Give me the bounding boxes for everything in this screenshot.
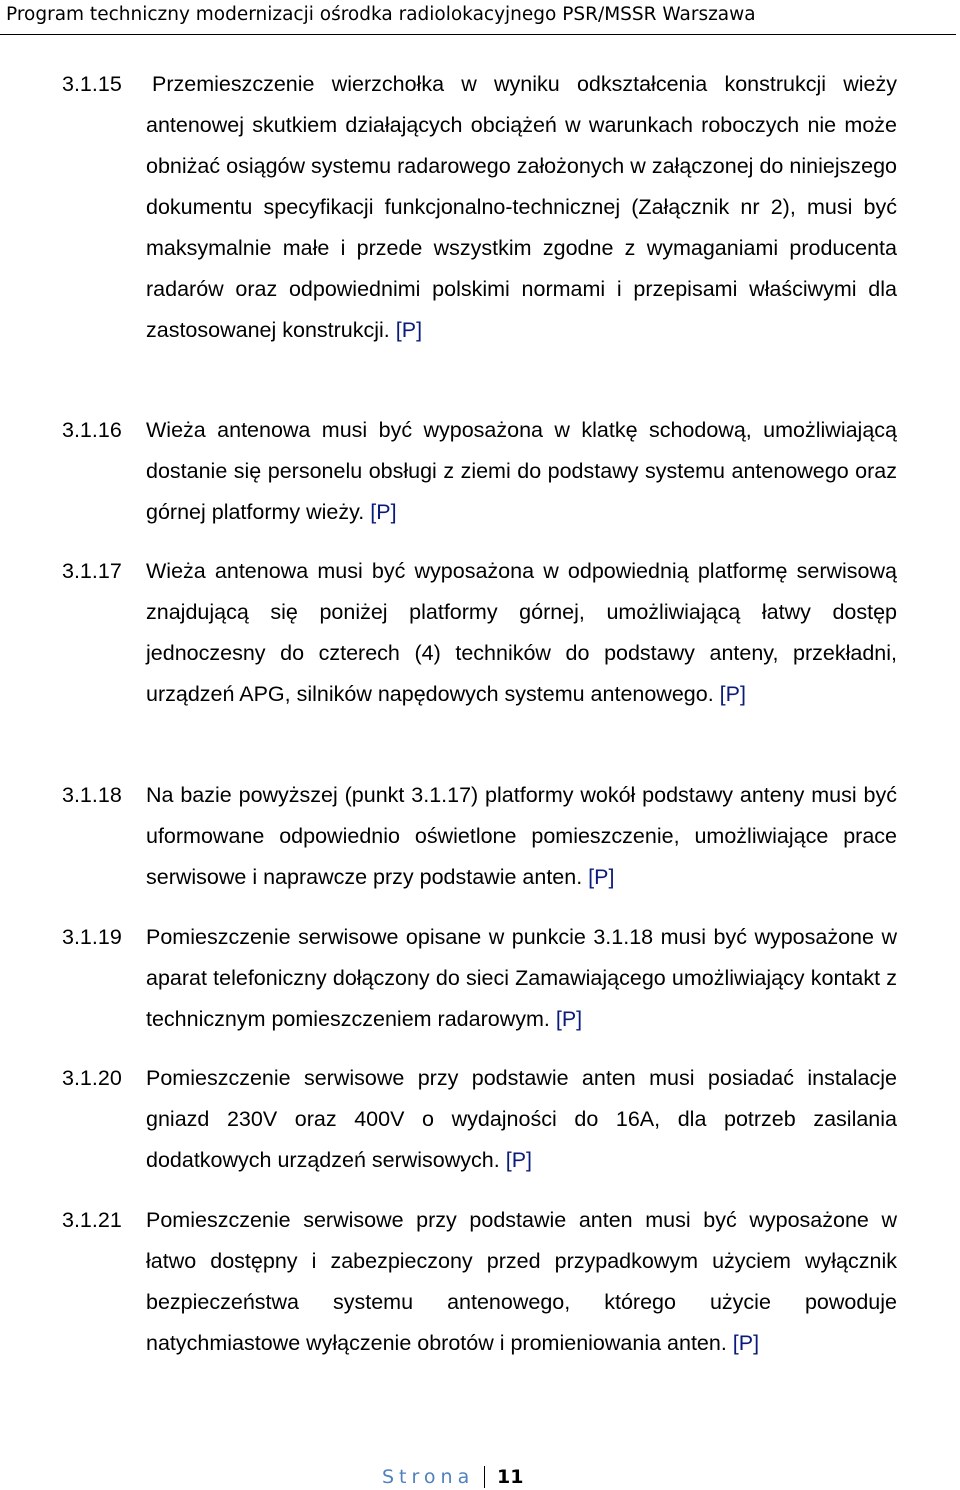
item-number: 3.1.17 <box>62 559 122 583</box>
footer-divider <box>484 1466 485 1488</box>
item-text-block <box>146 1200 897 1364</box>
page-footer <box>0 1462 960 1490</box>
item-number: 3.1.21 <box>62 1208 122 1232</box>
page-label: Strona <box>382 1466 475 1488</box>
item-text: Pomieszczenie serwisowe przy podstawie anten musi posiadać instalacje gniazd 230V oraz 400V o wydajności do 16A, dla potrzeb zasilania dodatkowych urządzeń serwisowych. <box>146 1066 897 1172</box>
item-text: Pomieszczenie serwisowe opisane w punkcie 3.1.18 musi być wyposażone w aparat telefoniczny dołączony do sieci Zamawiającego umożliwiający kontakt z technicznym pomieszczeniem radarowym. <box>146 925 897 1031</box>
item-text-block <box>146 917 897 1040</box>
requirement-tag: [P] <box>555 1007 583 1031</box>
document-title: Program techniczny modernizacji ośrodka radiolokacyjnego PSR/MSSR Warszawa <box>6 4 756 25</box>
item-number: 3.1.16 <box>62 418 122 442</box>
requirement-tag: [P] <box>505 1148 533 1172</box>
item-text: Na bazie powyższej (punkt 3.1.17) platformy wokół podstawy anteny musi być uformowane odpowiednio oświetlone pomieszczenie, umożliwiające prace serwisowe i naprawcze przy podstawie anten. <box>146 783 897 889</box>
item-text: Wieża antenowa musi być wyposażona w odpowiednią platformę serwisową znajdującą się poniżej platformy górnej, umożliwiającą łatwy dostęp jednoczesny do czterech (4) techników do podstawy anteny, przekładni, urządzeń APG, silników napędowych systemu antenowego. <box>146 559 897 706</box>
header-divider <box>0 34 956 35</box>
item-text-block <box>146 410 897 533</box>
item-number: 3.1.15 <box>62 72 122 96</box>
item-text-block <box>146 551 897 715</box>
item-text: Przemieszczenie wierzchołka w wyniku odkształcenia konstrukcji wieży antenowej skutkiem działających obciążeń w warunkach roboczych nie może obniżać osiągów systemu radarowego założonych w załączonej do niniejszego dokumentu specyfikacji funkcjonalno-technicznej (Załącznik nr 2), musi być maksymalnie małe i przede wszystkim zgodne z wymaganiami producenta radarów oraz odpowiednimi polskimi normami i przepisami właściwymi dla zastosowanej konstrukcji. <box>146 72 897 342</box>
page-header <box>0 0 960 38</box>
item-text-block <box>146 1058 897 1181</box>
item-text: Pomieszczenie serwisowe przy podstawie anten musi być wyposażone w łatwo dostępny i zabezpieczony przed przypadkowym użyciem wyłącznik bezpieczeństwa systemu antenowego, którego użycie powoduje natychmiastowe wyłączenie obrotów i promieniowania anten. <box>146 1208 897 1355</box>
item-text-block <box>146 64 897 351</box>
item-number: 3.1.18 <box>62 783 122 807</box>
requirement-tag: [P] <box>732 1331 760 1355</box>
page-number: 11 <box>497 1466 524 1488</box>
item-number: 3.1.19 <box>62 925 122 949</box>
requirement-tag: [P] <box>588 865 615 889</box>
requirement-tag: [P] <box>370 500 397 524</box>
item-number: 3.1.20 <box>62 1066 122 1090</box>
requirement-tag: [P] <box>395 318 423 342</box>
requirement-tag: [P] <box>719 682 746 706</box>
item-text-block <box>146 775 897 898</box>
item-text: Wieża antenowa musi być wyposażona w klatkę schodową, umożliwiającą dostanie się personelu obsługi z ziemi do podstawy systemu antenowego oraz górnej platformy wieży. <box>146 418 897 524</box>
